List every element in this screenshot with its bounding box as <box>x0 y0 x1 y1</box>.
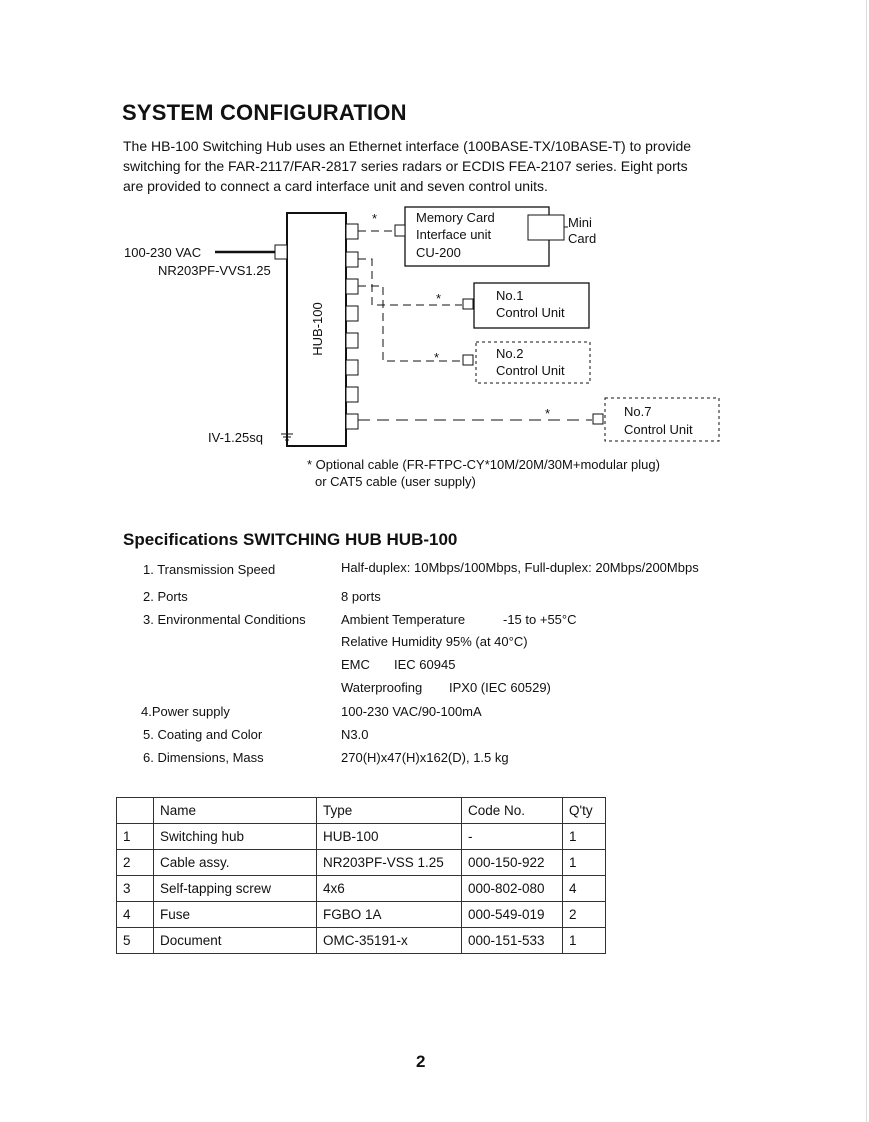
hub-port <box>346 279 358 294</box>
cable-asterisk: * <box>545 406 551 421</box>
table-cell: 000-802-080 <box>462 876 563 902</box>
table-header-cell: Name <box>154 798 317 824</box>
table-cell: 000-549-019 <box>462 902 563 928</box>
hub-port <box>346 306 358 321</box>
spec-label: 5. Coating and Color <box>143 727 263 742</box>
table-cell: OMC-35191-x <box>317 928 462 954</box>
table-cell: 000-151-533 <box>462 928 563 954</box>
table-header-cell <box>117 798 154 824</box>
table-row <box>117 928 606 954</box>
table-cell: Self-tapping screw <box>154 876 317 902</box>
mini-card-label: Mini <box>568 215 592 230</box>
table-row <box>117 902 606 928</box>
hub-ports <box>346 224 358 429</box>
mini-card-label: Card <box>568 231 597 246</box>
hub-port <box>346 252 358 267</box>
spec-value: N3.0 <box>341 727 369 742</box>
control-unit-1-name: Control Unit <box>496 305 565 320</box>
control-unit-2-no: No.2 <box>496 346 524 361</box>
memory-card-line: Interface unit <box>416 227 492 242</box>
table-cell: 1 <box>563 824 606 850</box>
table-cell: Switching hub <box>154 824 317 850</box>
table-cell: 4 <box>563 876 606 902</box>
spec-value: IPX0 (IEC 60529) <box>449 680 551 695</box>
table-header-cell: Code No. <box>462 798 563 824</box>
table-cell: - <box>462 824 563 850</box>
control-unit-7-no: No.7 <box>624 404 652 419</box>
intro-line: switching for the FAR-2117/FAR-2817 series radars or ECDIS FEA-2107 series. Eight ports <box>123 158 688 174</box>
table-cell: Fuse <box>154 902 317 928</box>
cable-note <box>307 456 660 490</box>
intro-line: are provided to connect a card interface unit and seven control units. <box>123 178 548 194</box>
table-cell: 1 <box>117 824 154 850</box>
spec-value: Ambient Temperature <box>341 612 466 627</box>
table-header-cell: Q'ty <box>563 798 606 824</box>
cable-note-line: or CAT5 cable (user supply) <box>315 474 476 489</box>
spec-value: 100-230 VAC/90-100mA <box>341 704 482 719</box>
spec-label: 1. Transmission Speed <box>143 562 276 577</box>
table-header-cell: Type <box>317 798 462 824</box>
memory-card-port <box>395 225 405 236</box>
table-cell: 1 <box>563 850 606 876</box>
hub-port <box>346 333 358 348</box>
cable-asterisk: * <box>436 291 442 306</box>
table-cell: 2 <box>563 902 606 928</box>
table-row <box>117 876 606 902</box>
control-unit-1-no: No.1 <box>496 288 524 303</box>
mini-card-slot <box>528 215 564 240</box>
control-unit-7-name: Control Unit <box>624 422 693 437</box>
ground-label: IV-1.25sq <box>208 430 263 445</box>
spec-value: IEC 60945 <box>394 657 456 672</box>
spec-value: 270(H)x47(H)x162(D), 1.5 kg <box>341 750 509 765</box>
spec-value: EMC <box>341 657 370 672</box>
hub-port <box>346 360 358 375</box>
power-label: 100-230 VAC <box>124 245 202 260</box>
spec-value: 8 ports <box>341 589 381 604</box>
table-cell: 4 <box>117 902 154 928</box>
hub-port <box>346 224 358 239</box>
table-cell: FGBO 1A <box>317 902 462 928</box>
spec-label: 6. Dimensions, Mass <box>143 750 264 765</box>
spec-value: -15 to +55°C <box>503 612 577 627</box>
table-cell: 1 <box>563 928 606 954</box>
table-cell: NR203PF-VSS 1.25 <box>317 850 462 876</box>
table-cell: Cable assy. <box>154 850 317 876</box>
table-cell: 000-150-922 <box>462 850 563 876</box>
cable-asterisk: * <box>434 350 440 365</box>
hub-port <box>346 387 358 402</box>
table-header-row <box>117 798 606 824</box>
control-unit-2-port <box>463 355 473 365</box>
table-row <box>117 850 606 876</box>
table-cell: Document <box>154 928 317 954</box>
cable-note-line: * Optional cable (FR-FTPC-CY*10M/20M/30M+modular plug) <box>307 457 660 472</box>
spec-label: 3. Environmental Conditions <box>143 612 306 627</box>
table-row <box>117 824 606 850</box>
hub-label: HUB-100 <box>310 302 325 356</box>
control-unit-1-port <box>463 299 473 309</box>
table-cell: 5 <box>117 928 154 954</box>
memory-card-line: CU-200 <box>416 245 461 260</box>
memory-card-line: Memory Card <box>416 210 495 225</box>
table-cell: 2 <box>117 850 154 876</box>
power-cable-label: NR203PF-VVS1.25 <box>158 263 271 278</box>
spec-label: 4.Power supply <box>141 704 230 719</box>
power-port <box>275 245 287 259</box>
spec-label: 2. Ports <box>143 589 188 604</box>
cable-asterisk: * <box>372 211 378 226</box>
parts-table <box>116 797 606 954</box>
table-cell: 4x6 <box>317 876 462 902</box>
spec-value: Half-duplex: 10Mbps/100Mbps, Full-duplex: 20Mbps/200Mbps <box>341 560 699 575</box>
intro-line: The HB-100 Switching Hub uses an Ethernet interface (100BASE-TX/10BASE-T) to provide <box>123 138 692 154</box>
table-cell: HUB-100 <box>317 824 462 850</box>
control-unit-7-port <box>593 414 603 424</box>
table-cell: 3 <box>117 876 154 902</box>
specs-title: Specifications SWITCHING HUB HUB-100 <box>123 530 458 549</box>
cable-control-unit-2 <box>358 286 462 361</box>
control-unit-2-name: Control Unit <box>496 363 565 378</box>
spec-value: Waterproofing <box>341 680 423 695</box>
hub-port <box>346 414 358 429</box>
page-number: 2 <box>416 1052 426 1071</box>
spec-value: Relative Humidity 95% (at 40°C) <box>341 634 528 649</box>
page-title: SYSTEM CONFIGURATION <box>122 100 407 125</box>
